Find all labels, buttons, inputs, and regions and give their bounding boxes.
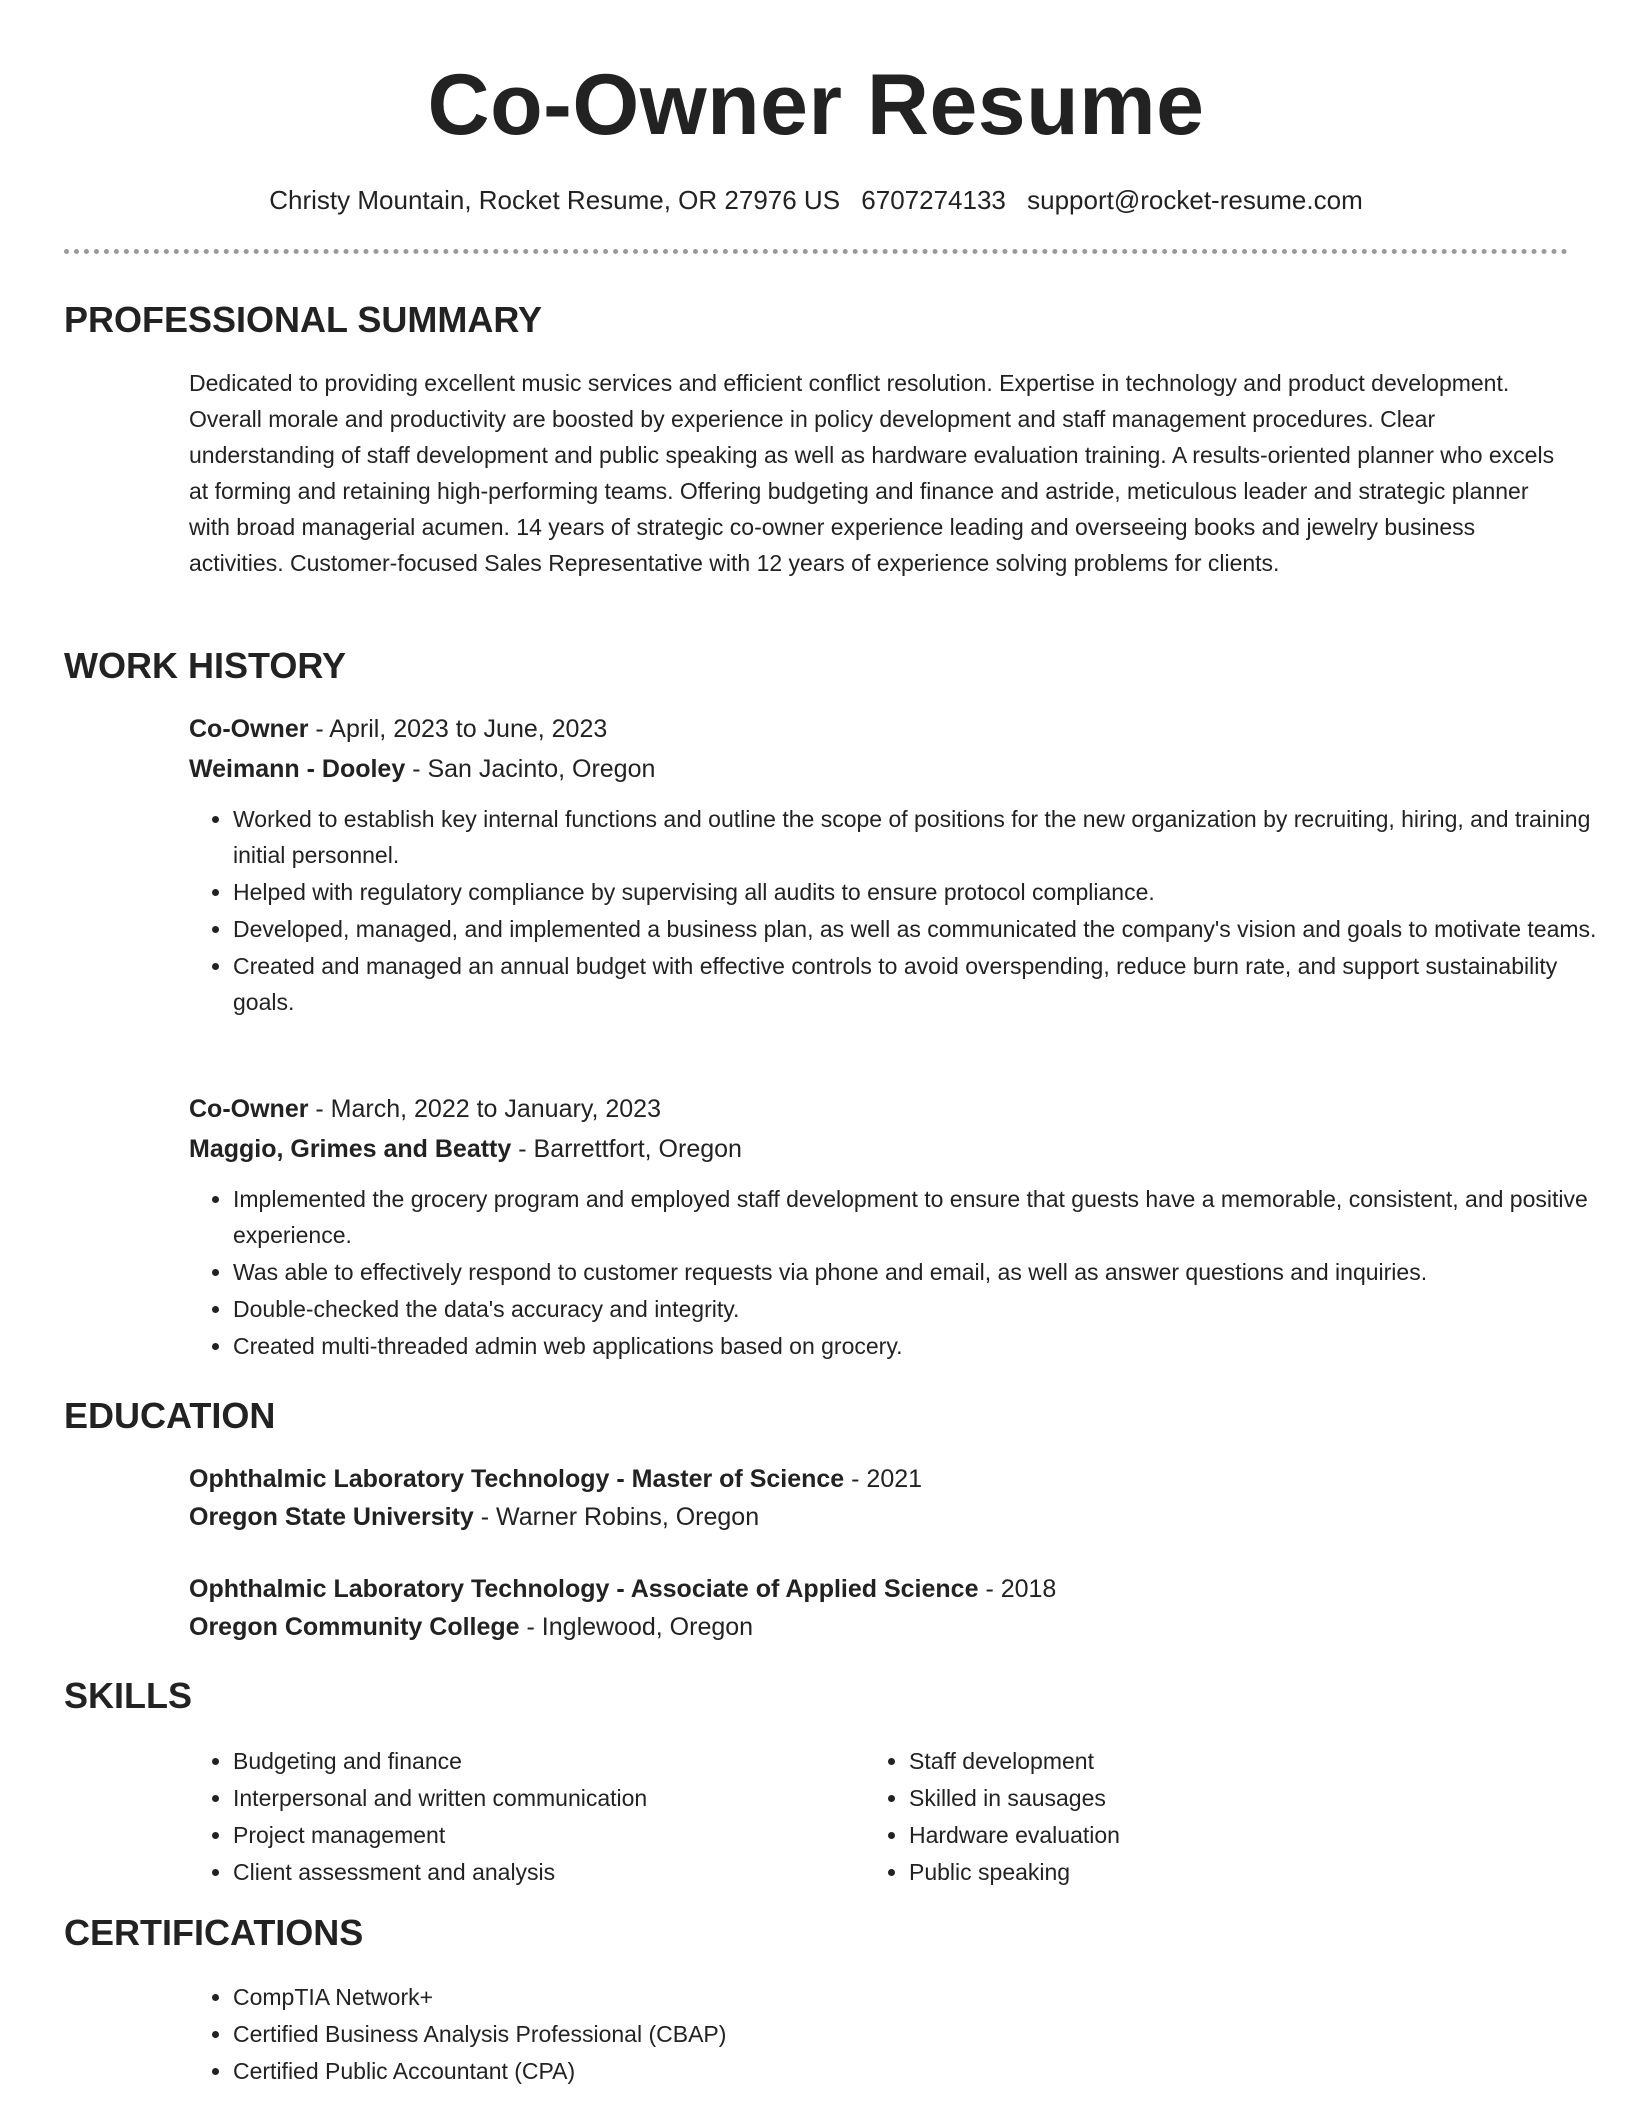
list-item: • Created multi-threaded admin web applications based on grocery. [233,1328,1613,1364]
summary-heading: PROFESSIONAL SUMMARY [64,299,543,340]
school-location: - Inglewood, Oregon [519,1613,754,1641]
degree-line [189,1461,922,1497]
list-item: • Double-checked the data's accuracy and integrity. [233,1291,1613,1327]
list-item: • Budgeting and finance [233,1743,853,1779]
school-name: Oregon Community College [189,1613,520,1641]
list-item: • Was able to effectively respond to customer requests via phone and email, as well as answer questions and inquiries. [233,1254,1613,1290]
job-company: Maggio, Grimes and Beatty [189,1135,512,1163]
work-history-heading: WORK HISTORY [64,645,347,686]
degree-year: - 2021 [844,1465,923,1493]
degree-name: Ophthalmic Laboratory Technology - Associate of Applied Science [189,1575,979,1603]
contact-address: Christy Mountain, Rocket Resume, OR 27976 US [269,185,841,215]
list-item: • Interpersonal and written communication [233,1780,853,1816]
job-company: Weimann - Dooley [189,755,406,783]
job-dates: - April, 2023 to June, 2023 [308,715,608,743]
skills-list-left [189,1743,853,1891]
list-item: • CompTIA Network+ [233,1979,1613,2015]
contact-phone: 6707274133 [861,185,1006,215]
list-item: • Worked to establish key internal functions and outline the scope of positions for the new organization by recruiting, hiring, and training initial personnel. [233,801,1613,873]
list-item: • Created and managed an annual budget with effective controls to avoid overspending, reduce burn rate, and support sustainability goals. [233,948,1613,1020]
school-location: - Warner Robins, Oregon [473,1503,760,1531]
list-item: • Client assessment and analysis [233,1854,853,1890]
contact-line [0,182,1632,218]
summary-text: Dedicated to providing excellent music services and efficient conflict resolution. Expertise in technology and product development. Overall morale and productivity are boosted by experience in policy development and staff management procedures. Clear understanding of staff development and public speaking as well as hardware evaluation training. A results-oriented planner who excels at forming and retaining high-performing teams. Offering budgeting and finance and astride, meticulous leader and strategic planner with broad managerial acumen. 14 years of strategic co-owner experience leading and overseeing books and jewelry business activities. Customer-focused Sales Representative with 12 years of experience solving problems for clients. [189,370,1555,576]
job-dates: - March, 2022 to January, 2023 [308,1095,661,1123]
list-item: • Project management [233,1817,853,1853]
degree-name: Ophthalmic Laboratory Technology - Master of Science [189,1465,845,1493]
school-name: Oregon State University [189,1503,474,1531]
list-item: • Implemented the grocery program and employed staff development to ensure that guests have a memorable, consistent, and positive experience. [233,1181,1613,1253]
job-bullets [189,1181,1613,1365]
school-line [189,1499,759,1535]
list-item: • Certified Public Accountant (CPA) [233,2053,1613,2089]
job-company-line [189,1131,742,1167]
degree-year: - 2018 [978,1575,1057,1603]
contact-email: support@rocket-resume.com [1027,185,1363,215]
list-item: • Certified Business Analysis Professional (CBAP) [233,2016,1613,2052]
header-divider [64,249,1568,254]
job-title-line [189,1091,661,1127]
skills-list-right [865,1743,1529,1891]
job-bullets [189,801,1613,1021]
job-location: - Barrettfort, Oregon [511,1135,742,1163]
job-company-line [189,751,655,787]
degree-line [189,1571,1056,1607]
list-item: • Hardware evaluation [909,1817,1529,1853]
certifications-list [189,1979,1613,2090]
list-item: • Developed, managed, and implemented a business plan, as well as communicated the company's vision and goals to motivate teams. [233,911,1613,947]
list-item: • Staff development [909,1743,1529,1779]
school-line [189,1609,753,1645]
list-item: • Public speaking [909,1854,1529,1890]
page-title: Co-Owner Resume [427,57,1205,153]
list-item: • Skilled in sausages [909,1780,1529,1816]
skills-heading: SKILLS [64,1675,193,1716]
certifications-heading: CERTIFICATIONS [64,1912,364,1953]
job-title: Co-Owner [189,715,309,743]
education-heading: EDUCATION [64,1395,276,1436]
list-item: • Helped with regulatory compliance by supervising all audits to ensure protocol compliance. [233,874,1613,910]
job-title-line [189,711,607,747]
job-title: Co-Owner [189,1095,309,1123]
job-location: - San Jacinto, Oregon [405,755,656,783]
